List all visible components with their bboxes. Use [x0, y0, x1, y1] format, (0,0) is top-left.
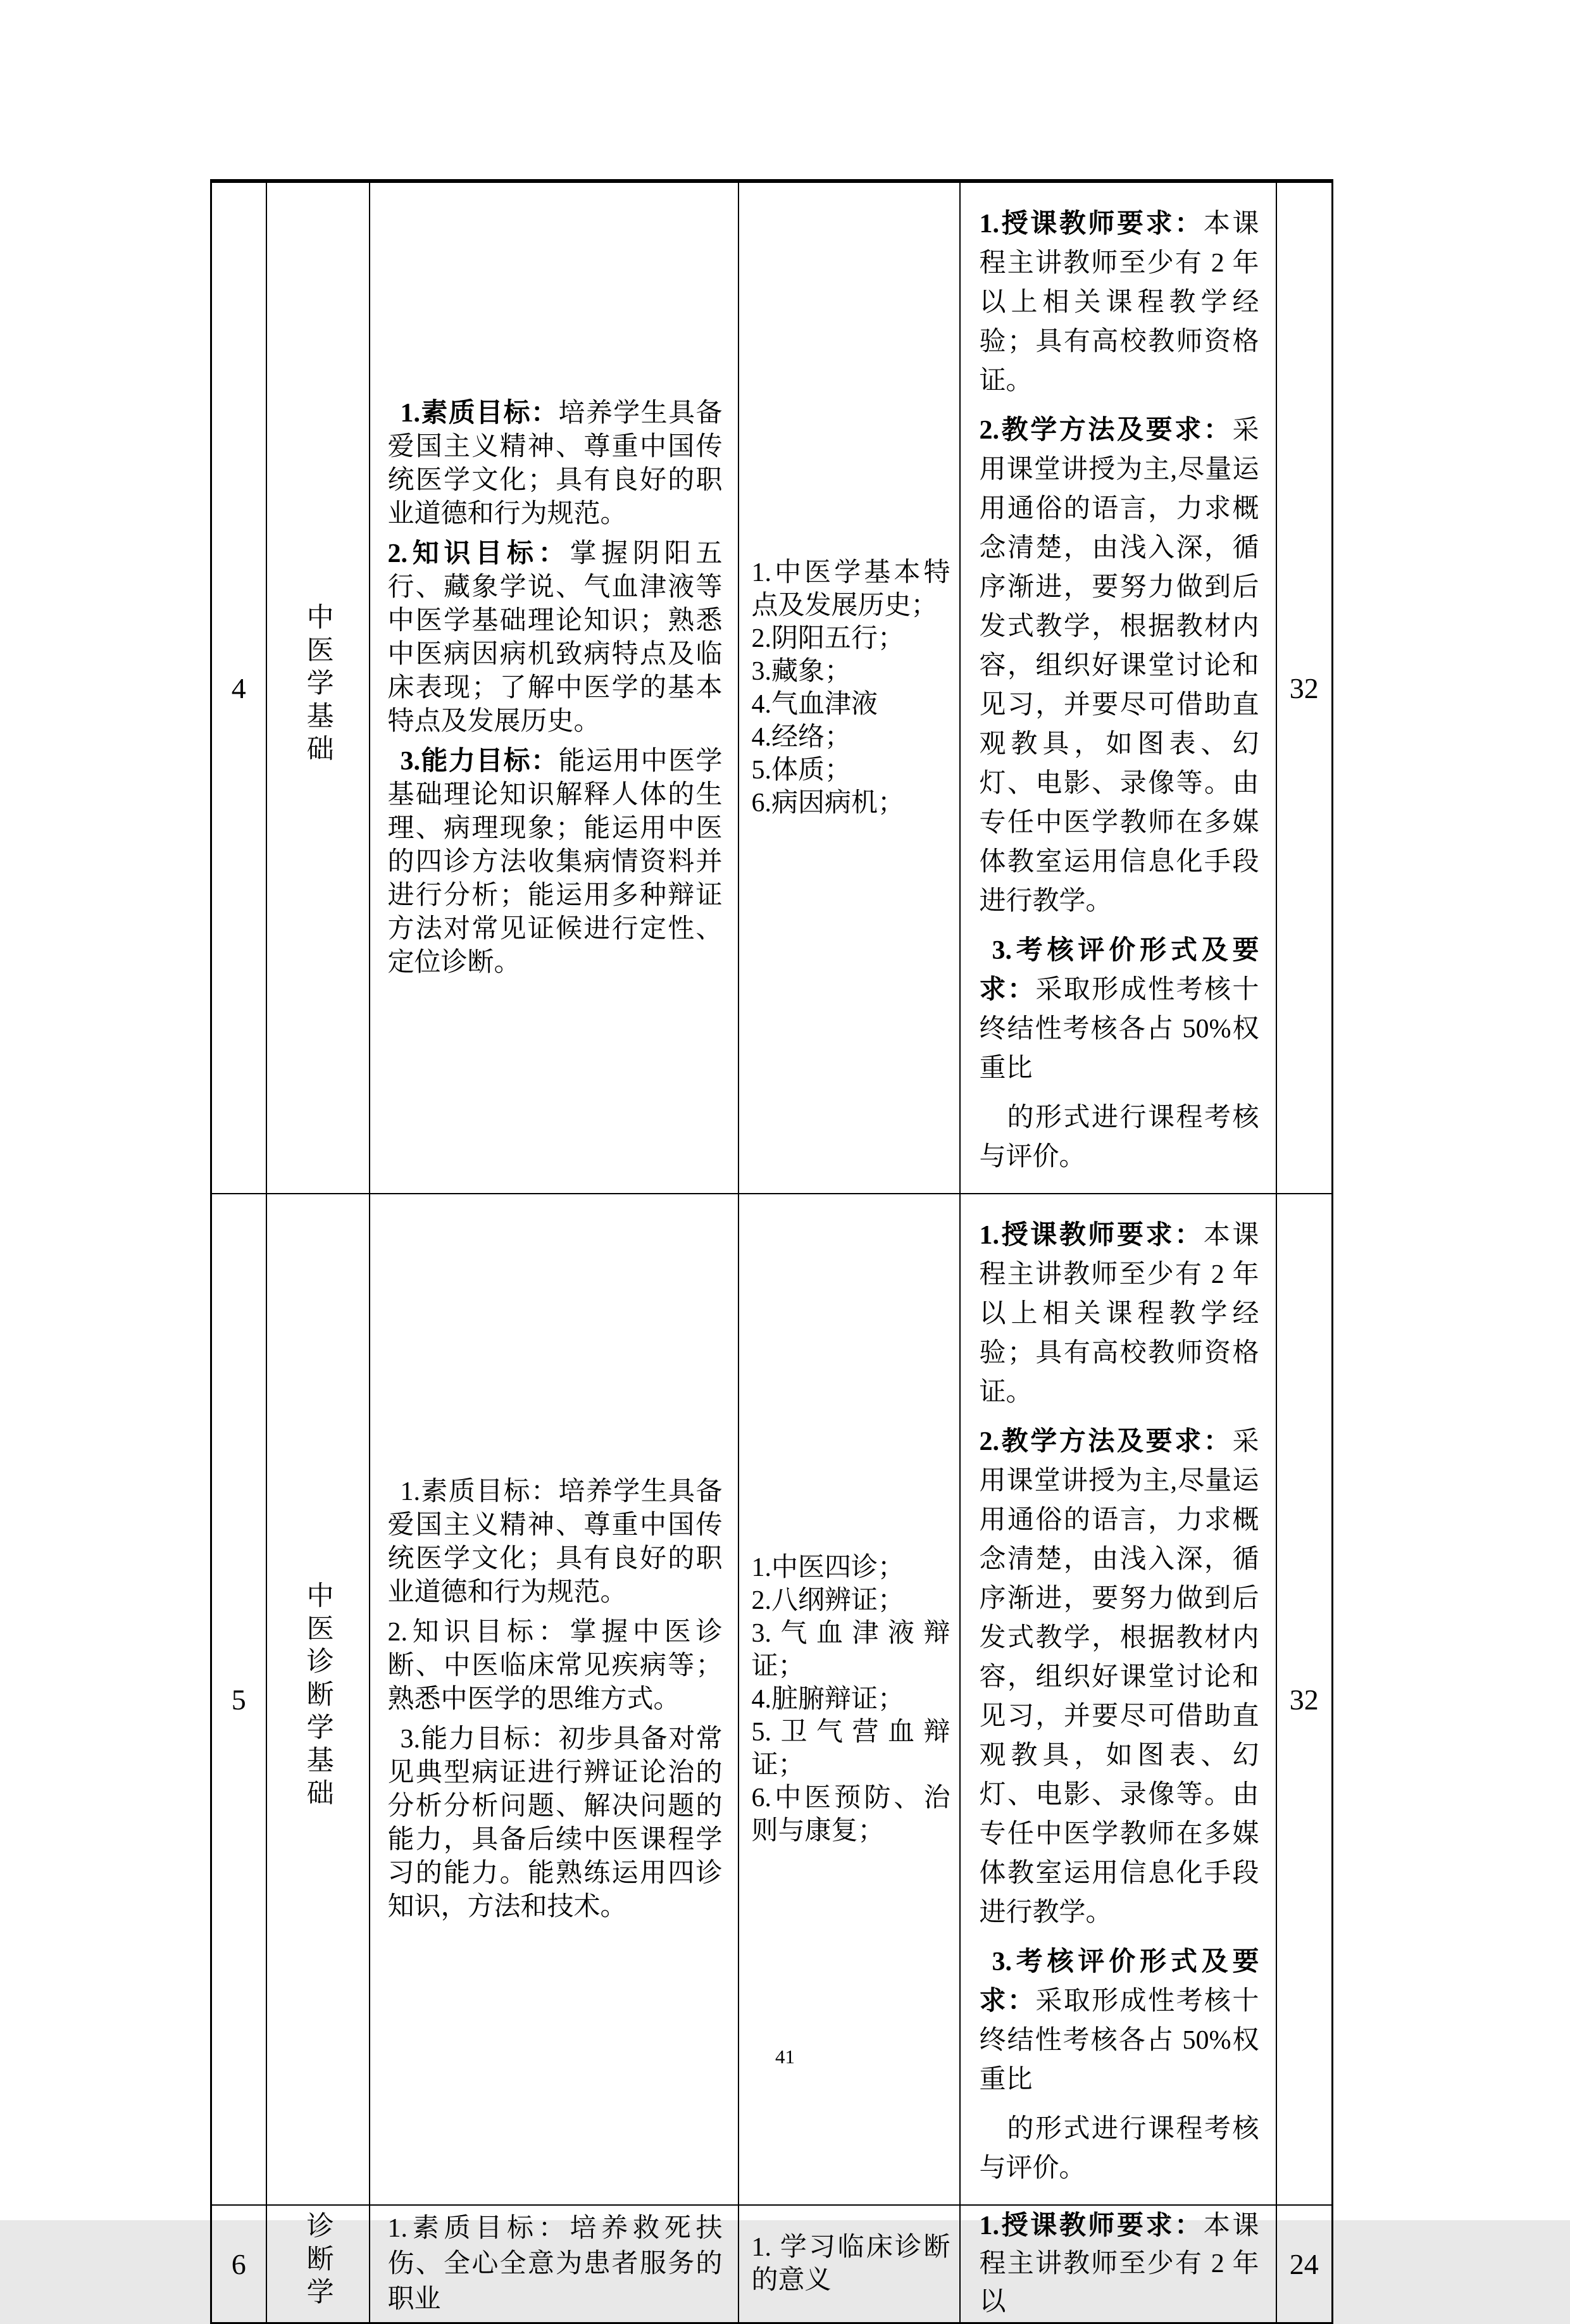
requirement-label: 3.考核评价形式及要求：	[979, 936, 1259, 1004]
content-item: 6.中医预防、治则与康复；	[751, 1784, 950, 1846]
content-item: 4.气血津液	[751, 690, 878, 719]
hours-cell	[1276, 2205, 1333, 2323]
content-item: 1.中医学基本特点及发展历史；	[751, 558, 950, 620]
requirements-cell	[960, 2205, 1276, 2323]
row-number: 6	[231, 2247, 246, 2280]
objective-text: 能运用中医学基础理论知识解释人体的生理、病理现象；能运用中医的四诊方法收集病情资料并进行分析；能运用多种辩证方法对常见证候进行定性、定位诊断。	[387, 746, 723, 977]
objective-label: 1.素质目标：	[387, 2214, 570, 2243]
course-schedule-table	[210, 179, 1333, 2324]
objective-text: 初步具备对常见典型病证进行辨证论治的分析分析问题、解决问题的能力，具备后续中医课程学习的能力。能熟练运用四诊知识，方法和技术。	[387, 1724, 723, 1921]
hours-value: 32	[1289, 672, 1319, 704]
requirement-text: 本课程主讲教师至少有 2 年以上相关课程教学经验；具有高校教师资格证。	[979, 209, 1259, 396]
row-number: 4	[231, 672, 246, 704]
page-number: 41	[775, 2046, 795, 2068]
requirement-label: 3.考核评价形式及要求：	[979, 1947, 1259, 2016]
requirement-paragraph	[980, 1422, 1259, 1932]
requirement-paragraph	[980, 1216, 1259, 1412]
requirement-paragraph	[980, 204, 1259, 401]
requirement-paragraph	[980, 2207, 1259, 2321]
requirement-text: 本课程主讲教师至少有 2 年以上相关课程教学经验；具有高校教师资格证。	[979, 1221, 1259, 1407]
hours-value: 32	[1289, 1683, 1319, 1716]
hours-cell	[1276, 181, 1333, 1194]
objective-label: 3.能力目标：	[400, 746, 559, 776]
objective-text: 培养学生具备爱国主义精神、尊重中国传统医学文化；具有良好的职业道德和行为规范。	[387, 1477, 723, 1607]
requirement-text: 本课程主讲教师至少有 2 年以	[979, 2211, 1259, 2316]
row-number: 5	[231, 1683, 246, 1716]
course-name-cell	[266, 181, 370, 1194]
objective-paragraph	[388, 1475, 723, 1609]
requirement-paragraph	[980, 931, 1259, 1088]
requirement-text: 采用课堂讲授为主,尽量运用通俗的语言，力求概念清楚，由浅入深，循序渐进，要努力做到后发式教学，根据教材内容，组织好课堂讨论和见习，并要尽可借助直观教具，如图表、幻灯、电影、录像等。由专任中医学教师在多媒体教室运用信息化手段进行教学。	[979, 416, 1259, 916]
content-item: 3.藏象；	[751, 657, 852, 686]
course-name: 诊断学	[302, 2211, 333, 2310]
requirements-cell	[960, 181, 1276, 1194]
course-name-cell	[266, 2205, 370, 2323]
table-row	[211, 181, 1333, 1194]
objective-text: 培养救死扶伤、全心全意为患者服务的职业	[387, 2214, 723, 2314]
objective-text: 掌握阴阳五行、藏象学说、气血津液等中医学基础理论知识；熟悉中医病因病机致病特点及临床表现；了解中医学的基本特点及发展历史。	[387, 539, 723, 736]
content-item: 4.脏腑辩证；	[751, 1685, 905, 1714]
objective-label: 2.知识目标：	[387, 539, 570, 568]
requirement-paragraph	[980, 2109, 1259, 2188]
content-item: 1.中医四诊；	[751, 1553, 905, 1582]
content-item: 3.气血津液辩证；	[751, 1619, 950, 1681]
objectives-cell	[370, 181, 738, 1194]
requirement-paragraph	[980, 411, 1259, 921]
row-number-cell	[211, 181, 266, 1194]
requirement-label: 1.授课教师要求：	[979, 1221, 1204, 1250]
requirement-label: 1.授课教师要求：	[979, 2211, 1204, 2240]
table-row	[211, 2205, 1333, 2323]
objective-label: 1.素质目标：	[400, 398, 559, 428]
requirement-paragraph	[980, 1098, 1259, 1177]
content-cell	[738, 2205, 960, 2323]
objective-text: 掌握中医诊断、中医临床常见疾病等；熟悉中医学的思维方式。	[387, 1617, 723, 1714]
requirement-text: 采取形成性考核十终结性考核各占 50%权重比	[979, 1987, 1259, 2094]
requirement-text: 采用课堂讲授为主,尽量运用通俗的语言，力求概念清楚，由浅入深，循序渐进，要努力做到后发式教学，根据教材内容，组织好课堂讨论和见习，并要尽可借助直观教具，如图表、幻灯、电影、录像等。由专任中医学教师在多媒体教室运用信息化手段进行教学。	[979, 1427, 1259, 1927]
requirement-text: 的形式进行课程考核与评价。	[979, 1103, 1259, 1171]
objective-label: 1.素质目标：	[400, 1477, 559, 1506]
requirement-label: 2.教学方法及要求：	[979, 416, 1233, 445]
objective-text: 培养学生具备爱国主义精神、尊重中国传统医学文化；具有良好的职业道德和行为规范。	[387, 398, 723, 528]
objective-paragraph	[388, 537, 723, 739]
objective-label: 3.能力目标：	[400, 1724, 559, 1754]
requirement-text: 采取形成性考核十终结性考核各占 50%权重比	[979, 975, 1259, 1083]
objective-paragraph	[388, 2211, 723, 2317]
hours-value: 24	[1289, 2247, 1319, 2280]
course-name: 中医诊断学基础	[302, 1580, 333, 1811]
objective-paragraph	[388, 1723, 723, 1924]
content-item: 2.阴阳五行；	[751, 624, 905, 653]
content-item: 5.体质；	[751, 756, 852, 785]
requirement-paragraph	[980, 1942, 1259, 2099]
objective-paragraph	[388, 745, 723, 980]
content-item: 5.卫气营血辩证；	[751, 1718, 950, 1780]
objective-label: 2.知识目标：	[387, 1617, 570, 1647]
course-name: 中医学基础	[302, 602, 333, 767]
objective-paragraph	[388, 1616, 723, 1716]
content-item: 6.病因病机；	[751, 789, 905, 818]
objective-paragraph	[388, 397, 723, 531]
requirement-text: 的形式进行课程考核与评价。	[979, 2115, 1259, 2183]
objectives-cell	[370, 2205, 738, 2323]
requirement-label: 2.教学方法及要求：	[979, 1427, 1233, 1456]
content-cell	[738, 181, 960, 1194]
requirement-label: 1.授课教师要求：	[979, 209, 1204, 239]
content-item: 4.经络；	[751, 723, 852, 752]
row-number-cell	[211, 2205, 266, 2323]
content-item: 2.八纲辨证；	[751, 1586, 905, 1615]
content-item: 1. 学习临床诊断的意义	[751, 2233, 950, 2295]
